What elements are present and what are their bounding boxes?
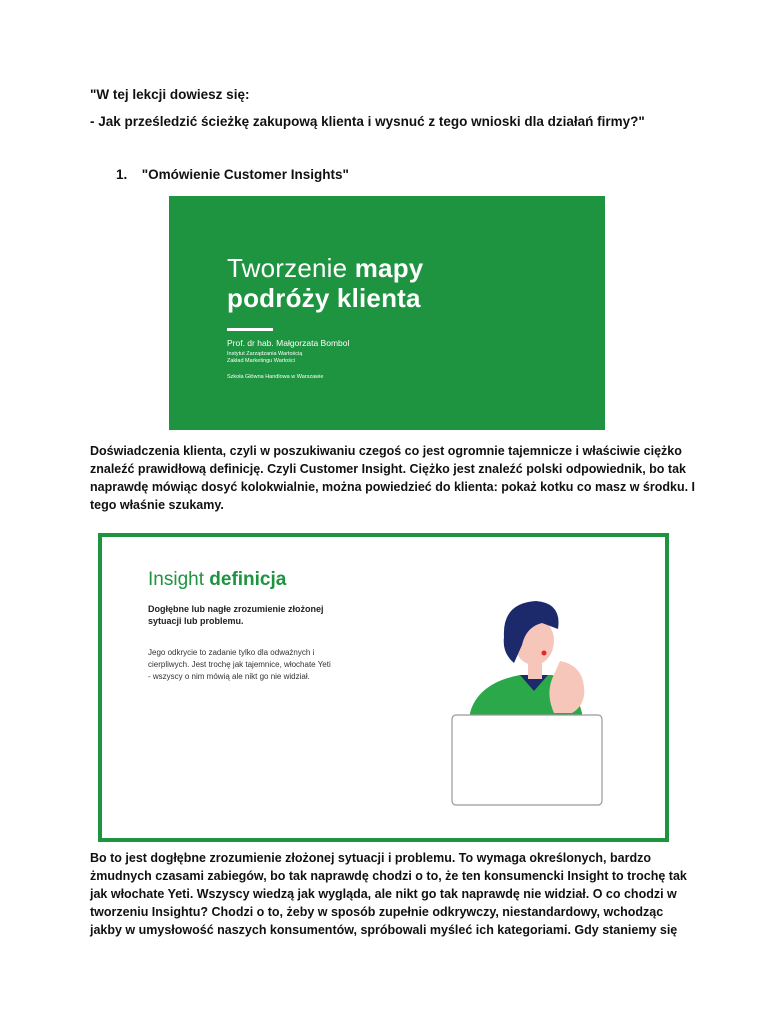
slide1-author: Prof. dr hab. Małgorzata Bombol — [227, 338, 350, 348]
thinking-woman-illustration — [442, 583, 642, 813]
section-heading — [116, 167, 349, 182]
section-title: "Omówienie Customer Insights" — [141, 167, 349, 182]
slide1-title-line2: podróży klienta — [227, 283, 421, 313]
laptop-shape — [452, 715, 602, 805]
slide-journey-map — [169, 196, 605, 430]
intro-heading: "W tej lekcji dowiesz się: — [90, 87, 250, 102]
slide2-body: Jego odkrycie to zadanie tylko dla odważnych i cierpliwych. Jest trochę jak tajemnice, włochate Yeti - wszyscy o nim mówią ale nikt go nie widział. — [148, 648, 331, 681]
paragraph-insight-explanation: Bo to jest dogłębne zrozumienie złożonej sytuacji i problemu. To wymaga określonych, bardzo żmudnych czasami zabiegów, bo tak naprawdę chodzi o to, że ten konsumencki Insight to trochę tak jak włochate Yeti. Wszyscy wiedzą jak wygląda, ale nikt go tak naprawdę nie widział. O co chodzi w tworzeniu Insightu? Chodzi o to, żeby w sposób zupełnie odkrywczy, niestandardowy, wchodząc jakby w umysłowość naszych konsumentów, spróbowali myśleć ich kategoriami. Gdy staniemy się — [90, 851, 687, 937]
slide2-title: Insight definicja — [148, 569, 287, 590]
intro-question: - Jak prześledzić ścieżkę zakupową klienta i wysnuć z tego wnioski dla działań firmy?" — [90, 114, 645, 129]
slide1-school: Szkoła Główna Handlowa w Warszawie — [227, 374, 324, 380]
hand-shape — [549, 661, 584, 713]
paragraph-customer-experience: Doświadczenia klienta, czyli w poszukiwaniu czegoś co jest ogromnie tajemnicze i właściwie ciężko znaleźć prawidłową definicję. Czyli Customer Insight. Ciężko jest znaleźć polski odpowiednik, bo tak naprawdę mówiąc dosyć kolokwialnie, można powiedzieć do klienta: pokaż kotku co masz w środku. I tego właśnie szukamy. — [90, 444, 696, 512]
section-number: 1. — [116, 167, 128, 182]
slide2-subtitle: Dogłębne lub nagłe zrozumienie złożonej sytuacji lub problemu. — [148, 604, 324, 626]
slide-insight-definition — [98, 533, 669, 842]
slide1-department: Zakład Marketingu Wartości — [227, 358, 295, 364]
slide1-institute: Instytut Zarządzania Wartością — [227, 351, 303, 357]
slide1-title-line1: Tworzenie mapy — [227, 253, 424, 283]
slide1-divider — [227, 328, 273, 331]
